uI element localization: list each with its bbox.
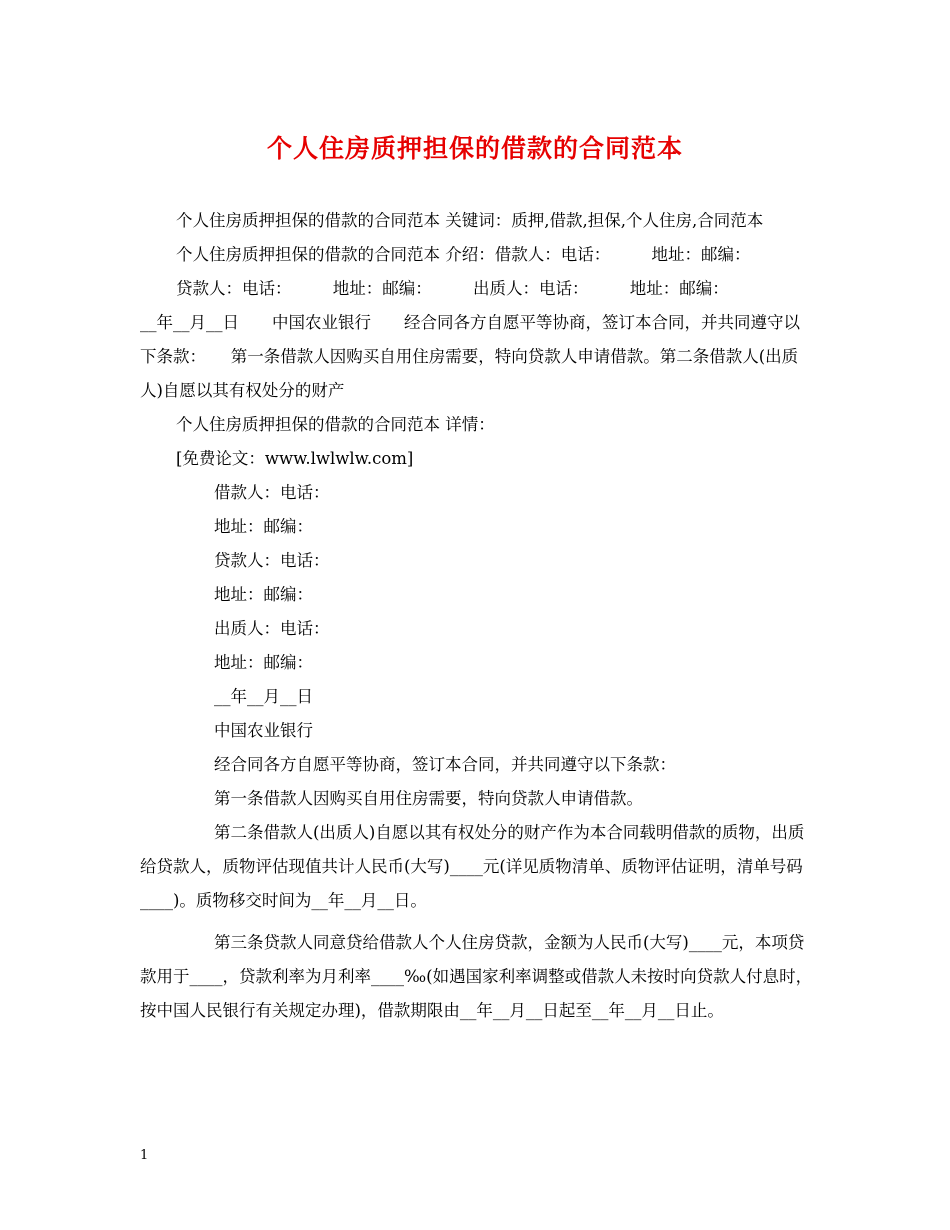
borrower-line: 借款人：电话： <box>214 483 330 502</box>
lender-line: 贷款人：电话： <box>214 551 330 570</box>
lender-address-line: 地址：邮编： <box>214 585 313 604</box>
article-1: 第一条借款人因购买自用住房需要，特向贷款人申请借款。 <box>214 789 643 808</box>
date-line: __年__月__日 <box>214 687 313 706</box>
source-note: [免费论文：www.lwlwlw.com] <box>176 449 414 468</box>
article-3: 第三条贷款人同意贷给借款人个人住房贷款，金额为人民币(大写)____元，本项贷款用于____，贷款利率为月利率____‰(如遇国家利率调整或借款人未按时向贷款人付息时，按中国人民银行有关规定办理)，借款期限由__年__月__日起至__年__月__日止。 <box>140 933 813 1020</box>
borrower-address-line: 地址：邮编： <box>214 517 313 536</box>
article-2: 第二条借款人(出质人)自愿以其有权处分的财产作为本合同载明借款的质物，出质给贷款人，质物评估现值共计人民币(大写)____元(详见质物清单、质物评估证明，清单号码____)。质物移交时间为__年__月__日。 <box>140 823 805 910</box>
details-heading: 个人住房质押担保的借款的合同范本 详情： <box>176 415 495 434</box>
page-number: 1 <box>140 1148 149 1163</box>
pledger-address-line: 地址：邮编： <box>214 653 313 672</box>
keywords-paragraph: 个人住房质押担保的借款的合同范本 关键词：质押,借款,担保,个人住房,合同范本 <box>176 211 764 230</box>
document-title: 个人住房质押担保的借款的合同范本 <box>266 134 683 163</box>
bank-name-line: 中国农业银行 <box>214 721 313 740</box>
document-body <box>140 204 816 1028</box>
summary-paragraph: __年__月__日 中国农业银行 经合同各方自愿平等协商，签订本合同，并共同遵守以下条款： 第一条借款人因购买自用住房需要，特向贷款人申请借款。第二条借款人(出质人)自愿以其有权处分的财产 <box>140 313 800 400</box>
intro-paragraph: 个人住房质押担保的借款的合同范本 介绍：借款人：电话： 地址：邮编： <box>176 245 751 264</box>
pledger-line: 出质人：电话： <box>214 619 330 638</box>
lender-pledger-paragraph: 贷款人：电话： 地址：邮编： 出质人：电话： 地址：邮编： <box>176 279 729 298</box>
agreement-line: 经合同各方自愿平等协商，签订本合同，并共同遵守以下条款： <box>214 755 676 774</box>
